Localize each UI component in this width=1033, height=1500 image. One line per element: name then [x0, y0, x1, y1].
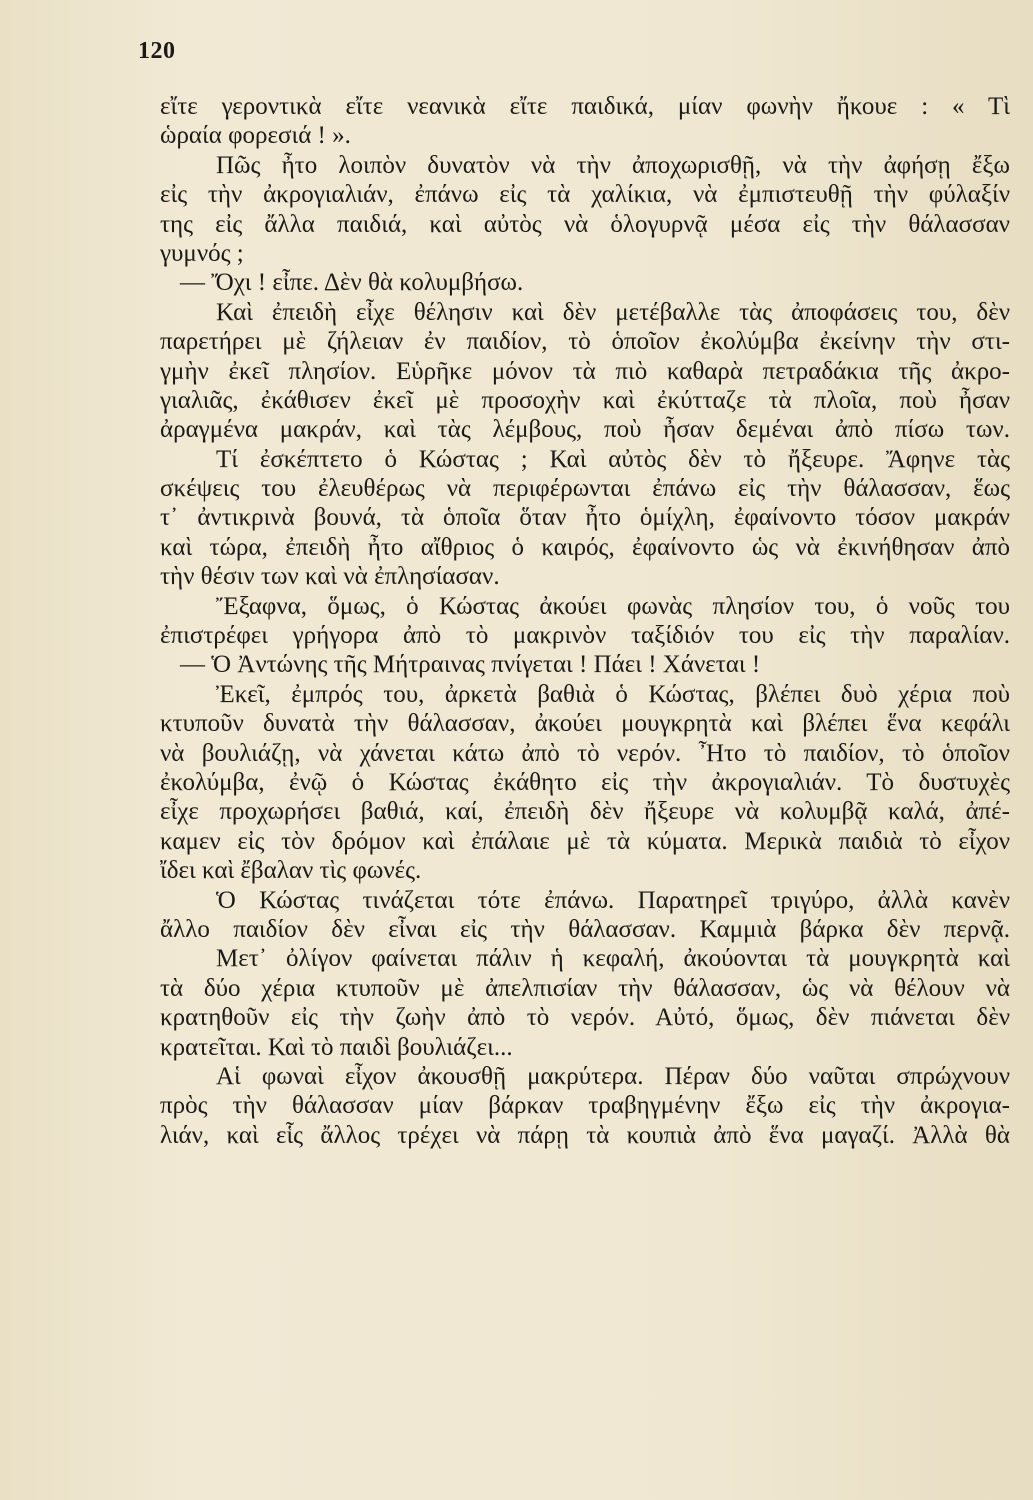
text-line: κτυποῦν δυνατὰ τὴν θάλασσαν, ἀκούει μουγκρητὰ καὶ βλέπει ἕνα κεφάλι [160, 710, 1010, 738]
text-line: Ἔξαφνα, ὅμως, ὁ Κώστας ἀκούει φωνὰς πλησίον του, ὁ νοῦς του [216, 592, 1010, 620]
text-line: Πῶς ἦτο λοιπὸν δυνατὸν νὰ τὴν ἀποχωρισθῇ, νὰ τὴν ἀφήσῃ ἔξω [216, 151, 1010, 179]
text-line: Αἱ φωναὶ εἶχον ἀκουσθῇ μακρύτερα. Πέραν δύο ναῦται σπρώχνουν [216, 1062, 1010, 1090]
text-line: σκέψεις του ἐλευθέρως νὰ περιφέρωνται ἐπάνω εἰς τὴν θάλασσαν, ἕως [160, 475, 1010, 503]
text-line: τὰ δύο χέρια κτυποῦν μὲ ἀπελπισίαν τὴν θάλασσαν, ὡς νὰ θέλουν νὰ [160, 974, 1010, 1002]
text-line: καμεν εἰς τὸν δρόμον καὶ ἐπάλαιε μὲ τὰ κύματα. Μερικὰ παιδιὰ τὸ εἶχον [160, 827, 1010, 855]
text-line: της εἰς ἄλλα παιδιά, καὶ αὐτὸς νὰ ὁλογυρνᾷ μέσα εἰς τὴν θάλασσαν [160, 210, 1010, 238]
text-line: γιαλιᾶς, ἐκάθισεν ἐκεῖ μὲ προσοχὴν καὶ ἐκύτταζε τὰ πλοῖα, ποὺ ἦσαν [160, 386, 1010, 414]
text-line: εἰς τὴν ἀκρογιαλιάν, ἐπάνω εἰς τὰ χαλίκια, νὰ ἐμπιστευθῇ τὴν φύλαξίν [160, 181, 1010, 209]
text-line: ὡραία φορεσιά ! ». [160, 122, 351, 150]
text-line: Ὁ Κώστας τινάζεται τότε ἐπάνω. Παρατηρεῖ τριγύρο, ἀλλὰ κανὲν [216, 886, 1010, 914]
text-line: γμὴν ἐκεῖ πλησίον. Εὑρῆκε μόνον τὰ πιὸ καθαρὰ πετραδάκια τῆς ἀκρο- [160, 357, 1010, 385]
text-line: Ἐκεῖ, ἐμπρός του, ἀρκετὰ βαθιὰ ὁ Κώστας, βλέπει δυὸ χέρια ποὺ [216, 680, 1010, 708]
text-line: γυμνός ; [160, 239, 244, 267]
text-line: τ᾽ ἀντικρινὰ βουνά, τὰ ὁποῖα ὅταν ἦτο ὁμίχλη, ἐφαίνοντο τόσον μακράν [160, 504, 1010, 532]
text-line: λιάν, καὶ εἷς ἄλλος τρέχει νὰ πάρῃ τὰ κουπιὰ ἀπὸ ἕνα μαγαζί. Ἀλλὰ θὰ [160, 1121, 1010, 1149]
text-line: ἄλλο παιδίον δὲν εἶναι εἰς τὴν θάλασσαν. Καμμιὰ βάρκα δὲν περνᾷ. [160, 915, 1010, 943]
page-number: 120 [138, 38, 176, 64]
text-line: κρατηθοῦν εἰς τὴν ζωὴν ἀπὸ τὸ νερόν. Αὐτό, ὅμως, δὲν πιάνεται δὲν [160, 1004, 1010, 1032]
text-line: καὶ τώρα, ἐπειδὴ ἦτο αἴθριος ὁ καιρός, ἐφαίνοντο ὡς νὰ ἐκινήθησαν ἀπὸ [160, 533, 1010, 561]
text-line: — Ὄχι ! εἶπε. Δὲν θὰ κολυμβήσω. [180, 269, 524, 297]
text-line: Καὶ ἐπειδὴ εἶχε θέλησιν καὶ δὲν μετέβαλλε τὰς ἀποφάσεις του, δὲν [216, 298, 1010, 326]
text-line: Μετ᾽ ὀλίγον φαίνεται πάλιν ἡ κεφαλή, ἀκούονται τὰ μουγκρητὰ καὶ [216, 945, 1010, 973]
text-line: — Ὁ Ἀντώνης τῆς Μήτραινας πνίγεται ! Πάει ! Χάνεται ! [180, 651, 761, 679]
text-line: ἐπιστρέφει γρήγορα ἀπὸ τὸ μακρινὸν ταξίδιόν του εἰς τὴν παραλίαν. [160, 622, 1010, 650]
text-line: εἶχε προχωρήσει βαθιά, καί, ἐπειδὴ δὲν ἤξευρε νὰ κολυμβᾷ καλά, ἀπέ- [160, 798, 1010, 826]
text-line: ἴδει καὶ ἔβαλαν τὶς φωνές. [160, 857, 422, 885]
text-line: νὰ βουλιάζῃ, νὰ χάνεται κάτω ἀπὸ τὸ νερόν. Ἦτο τὸ παιδίον, τὸ ὁποῖον [160, 739, 1010, 767]
text-line: πρὸς τὴν θάλασσαν μίαν βάρκαν τραβηγμένην ἔξω εἰς τὴν ἀκρογια- [160, 1092, 1010, 1120]
text-line: τὴν θέσιν των καὶ νὰ ἐπλησίασαν. [160, 563, 500, 591]
text-line: ἀραγμένα μακράν, καὶ τὰς λέμβους, ποὺ ἦσαν δεμέναι ἀπὸ πίσω των. [160, 416, 1010, 444]
text-line: ἐκολύμβα, ἐνῷ ὁ Κώστας ἐκάθητο εἰς τὴν ἀκρογιαλιάν. Τὸ δυστυχὲς [160, 768, 1010, 796]
text-line: κρατεῖται. Καὶ τὸ παιδὶ βουλιάζει... [160, 1033, 513, 1061]
text-line: Τί ἐσκέπτετο ὁ Κώστας ; Καὶ αὐτὸς δὲν τὸ ἤξευρε. Ἄφηνε τὰς [216, 445, 1010, 473]
text-line: εἴτε γεροντικὰ εἴτε νεανικὰ εἴτε παιδικά, μίαν φωνὴν ἤκουε : « Τὶ [160, 93, 1010, 120]
text-line: παρετήρει μὲ ζήλειαν ἐν παιδίον, τὸ ὁποῖον ἐκολύμβα ἐκείνην τὴν στι- [160, 328, 1010, 356]
body-text [160, 92, 1010, 1150]
